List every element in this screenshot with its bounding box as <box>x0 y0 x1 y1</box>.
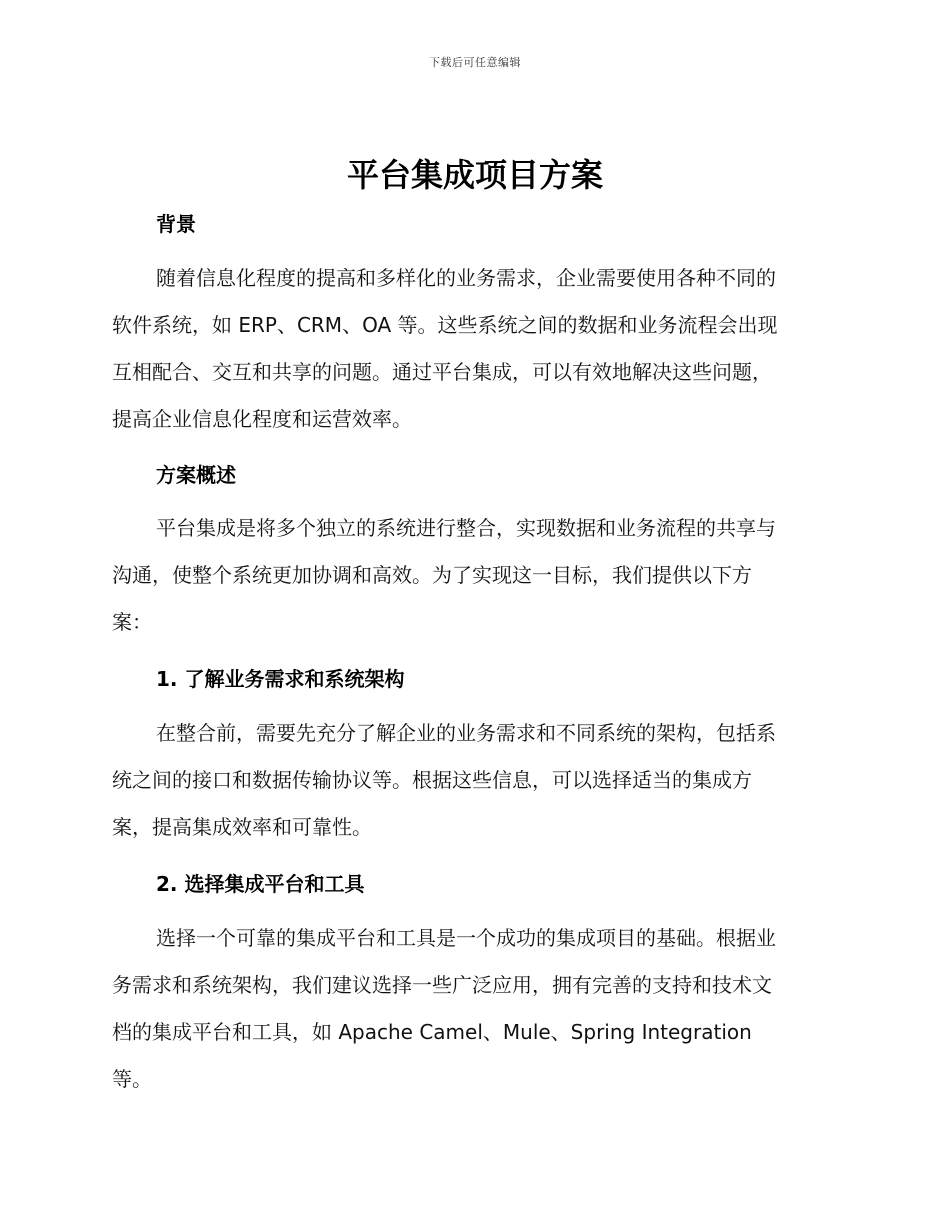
section-heading-requirements: 1. 了解业务需求和系统架构 <box>156 667 405 691</box>
section-paragraph-platform <box>112 915 838 1103</box>
paragraph-line: 档的集成平台和工具，如 Apache Camel、Mule、Spring Integration <box>112 1020 752 1044</box>
paragraph-line: 案，提高集成效率和可靠性。 <box>112 815 372 839</box>
section-paragraph-background <box>112 255 838 443</box>
section-heading-platform: 2. 选择集成平台和工具 <box>156 872 365 896</box>
section-paragraph-overview <box>112 505 838 646</box>
paragraph-line: 互相配合、交互和共享的问题。通过平台集成，可以有效地解决这些问题， <box>112 360 772 384</box>
paragraph-line: 选择一个可靠的集成平台和工具是一个成功的集成项目的基础。根据业 <box>156 926 776 950</box>
paragraph-line: 等。 <box>112 1067 152 1091</box>
document-title: 平台集成项目方案 <box>346 156 603 194</box>
paragraph-line: 随着信息化程度的提高和多样化的业务需求，企业需要使用各种不同的 <box>156 266 776 290</box>
paragraph-line: 提高企业信息化程度和运营效率。 <box>112 407 412 431</box>
section-heading-overview: 方案概述 <box>156 463 236 487</box>
header-note: 下载后可任意编辑 <box>429 56 521 69</box>
paragraph-line: 务需求和系统架构，我们建议选择一些广泛应用，拥有完善的支持和技术文 <box>112 973 772 997</box>
paragraph-line: 在整合前，需要先充分了解企业的业务需求和不同系统的架构，包括系 <box>156 721 776 745</box>
paragraph-line: 软件系统，如 ERP、CRM、OA 等。这些系统之间的数据和业务流程会出现 <box>112 313 778 337</box>
paragraph-line: 平台集成是将多个独立的系统进行整合，实现数据和业务流程的共享与 <box>156 516 776 540</box>
paragraph-line: 案： <box>112 610 152 634</box>
paragraph-line: 统之间的接口和数据传输协议等。根据这些信息，可以选择适当的集成方 <box>112 768 752 792</box>
section-paragraph-requirements <box>112 710 838 851</box>
section-heading-background: 背景 <box>156 212 196 236</box>
paragraph-line: 沟通，使整个系统更加协调和高效。为了实现这一目标，我们提供以下方 <box>112 563 752 587</box>
